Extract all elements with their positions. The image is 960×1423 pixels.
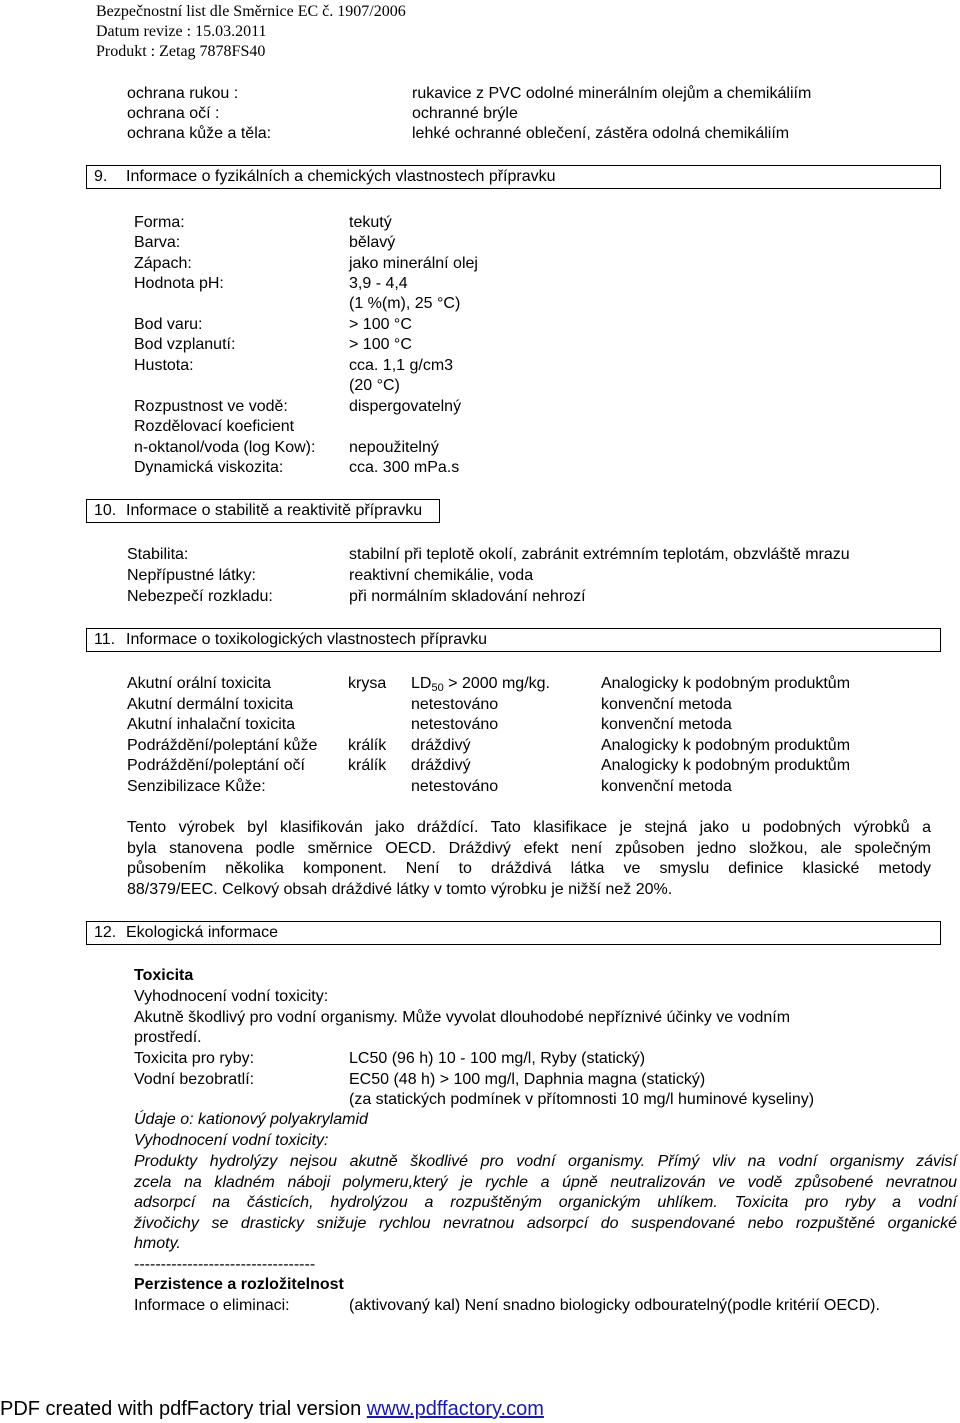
stability-label: Nepřípustné látky: <box>127 567 256 584</box>
toxicity-heading: Toxicita <box>134 967 194 984</box>
tox-result: dráždivý <box>411 737 471 754</box>
revision-date: Datum revize : 15.03.2011 <box>96 23 267 40</box>
stability-label: Nebezpečí rozkladu: <box>127 588 273 605</box>
tox-test: Akutní inhalační toxicita <box>127 716 296 733</box>
paragraph-line: adsorpcí na částicích, hydrolýzou a rozpuštěným organickým uhlíkem. Toxicita pro ryby a vodní <box>134 1194 957 1211</box>
section-10-heading <box>86 499 440 523</box>
property-value: > 100 °C <box>349 316 412 333</box>
paragraph-line: Tento výrobek byl klasifikován jako dráždící. Tato klasifikace je stejná jako u podobných výrobků a <box>127 819 931 836</box>
aquatic-text-line: Akutně škodlivý pro vodní organismy. Může vyvolat dlouhodobé nepříznivé účinky ve vodním <box>134 1009 791 1026</box>
property-value: cca. 1,1 g/cm3 <box>349 357 454 374</box>
stability-value: při normálním skladování nehrozí <box>349 588 586 605</box>
protection-label: ochrana očí : <box>127 105 220 122</box>
tox-result <box>411 674 550 694</box>
protection-label: ochrana kůže a těla: <box>127 125 272 142</box>
document-title: Bezpečnostní list dle Směrnice EC č. 1907/2006 <box>96 3 406 20</box>
section-12-heading <box>86 921 941 945</box>
stability-value: stabilní při teplotě okolí, zabránit extrémním teplotám, obzvláště mrazu <box>349 546 850 563</box>
paragraph-line: byla stanovena podle směrnice OECD. Dráždivý efekt není způsoben jedno složkou, ale společným <box>127 839 931 857</box>
footer-text: PDF created with pdfFactory trial version <box>0 1398 367 1420</box>
tox-result: netestováno <box>411 716 499 733</box>
property-label: Barva: <box>134 234 181 251</box>
paragraph-line: 88/379/EEC. Celkový obsah dráždivé látky v tomto výrobku je nižší než 20%. <box>127 880 673 898</box>
pdffactory-link[interactable]: www.pdffactory.com <box>366 1398 544 1420</box>
tox-test: Akutní orální toxicita <box>127 675 272 692</box>
protection-label: ochrana rukou : <box>127 85 239 102</box>
tox-method: Analogicky k podobným produktům <box>601 737 851 754</box>
tox-species: králík <box>348 737 387 754</box>
property-label: Zápach: <box>134 255 192 272</box>
protection-value: ochranné brýle <box>412 105 518 122</box>
product-name: Produkt : Zetag 7878FS40 <box>96 43 266 60</box>
section-title: Informace o fyzikálních a chemických vlastnostech přípravku <box>126 168 556 185</box>
cationic-eval-label: Vyhodnocení vodní toxicity: <box>134 1132 329 1149</box>
stability-value: reaktivní chemikálie, voda <box>349 567 534 584</box>
fish-toxicity-label: Toxicita pro ryby: <box>134 1050 255 1067</box>
property-value: dispergovatelný <box>349 398 462 415</box>
invertebrate-note: (za statických podmínek v přítomnosti 10 mg/l huminové kyseliny) <box>349 1091 815 1108</box>
property-value: 3,9 - 4,4 <box>349 275 408 292</box>
paragraph-line: působením několika komponent. Není to dráždivá látka ve smyslu definice klasické metody <box>127 860 931 877</box>
section-number: 11. <box>94 631 116 648</box>
property-label: n-oktanol/voda (log Kow): <box>134 439 316 456</box>
property-value: bělavý <box>349 234 396 251</box>
elimination-label: Informace o eliminaci: <box>134 1297 290 1314</box>
protection-value: lehké ochranné oblečení, zástěra odolná chemikáliím <box>412 125 790 142</box>
tox-result-text: LD <box>411 675 432 692</box>
tox-test: Senzibilizace Kůže: <box>127 778 266 795</box>
tox-result-text: > 2000 mg/kg. <box>443 675 550 692</box>
section-11-heading <box>86 628 941 652</box>
section-9-heading <box>86 165 941 189</box>
invertebrate-label: Vodní bezobratlí: <box>134 1071 255 1088</box>
property-value: tekutý <box>349 214 392 231</box>
property-value: nepoužitelný <box>349 439 439 456</box>
property-label: Hustota: <box>134 357 194 374</box>
tox-result-subscript: 50 <box>431 682 444 694</box>
invertebrate-value: EC50 (48 h) > 100 mg/l, Daphnia magna (statický) <box>349 1071 706 1088</box>
tox-result: netestováno <box>411 778 499 795</box>
classification-paragraph <box>127 818 931 900</box>
property-value: > 100 °C <box>349 336 412 353</box>
property-label: Forma: <box>134 214 185 231</box>
tox-test: Podráždění/poleptání kůže <box>127 737 318 754</box>
property-label: Rozpustnost ve vodě: <box>134 398 288 415</box>
cationic-heading: Údaje o: kationový polyakrylamid <box>134 1111 368 1128</box>
elimination-value: (aktivovaný kal) Není snadno biologicky odbouratelný(podle kritérií OECD). <box>349 1297 880 1314</box>
section-title: Informace o stabilitě a reaktivitě přípravku <box>126 502 423 519</box>
paragraph-line: Produkty hydrolýzy nejsou akutně škodlivé pro vodní organismy. Přímý vliv na vodní organismy závisí <box>134 1153 957 1170</box>
cationic-paragraph <box>134 1152 957 1255</box>
fish-toxicity-value: LC50 (96 h) 10 - 100 mg/l, Ryby (statický) <box>349 1050 646 1067</box>
section-number: 12. <box>94 924 117 941</box>
tox-species: krysa <box>348 675 387 692</box>
section-number: 10. <box>94 502 117 519</box>
section-number: 9. <box>94 168 108 185</box>
protection-value: rukavice z PVC odolné minerálním olejům a chemikáliím <box>412 85 812 102</box>
tox-test: Podráždění/poleptání očí <box>127 757 305 774</box>
aquatic-text-line: prostředí. <box>134 1029 202 1046</box>
property-label: Bod varu: <box>134 316 203 333</box>
property-value: cca. 300 mPa.s <box>349 459 460 476</box>
aquatic-eval-label: Vyhodnocení vodní toxicity: <box>134 988 329 1005</box>
tox-method: konvenční metoda <box>601 696 732 713</box>
paragraph-line: živočichy se drasticky snižuje rychlou nevratnou adsorpcí do suspendované nebo rozpuštěné organické <box>134 1214 957 1232</box>
paragraph-line: hmoty. <box>134 1235 181 1252</box>
property-value: (20 °C) <box>349 377 400 394</box>
tox-method: Analogicky k podobným produktům <box>601 757 851 774</box>
tox-result: dráždivý <box>411 757 471 774</box>
persistence-heading: Perzistence a rozložitelnost <box>134 1276 344 1293</box>
pdf-footer <box>0 1397 544 1421</box>
property-value: jako minerální olej <box>349 255 478 272</box>
property-label: Hodnota pH: <box>134 275 224 292</box>
property-label: Rozdělovací koeficient <box>134 418 295 435</box>
property-label: Bod vzplanutí: <box>134 336 236 353</box>
section-title: Ekologická informace <box>126 924 279 941</box>
tox-species: králík <box>348 757 387 774</box>
tox-method: konvenční metoda <box>601 716 732 733</box>
tox-method: Analogicky k podobným produktům <box>601 675 851 692</box>
property-label: Dynamická viskozita: <box>134 459 284 476</box>
paragraph-line: zcela na kladném náboji polymeru,který je rychle a úpně neutralizován ve vodě způsobené nevratnou <box>134 1173 957 1191</box>
property-value: (1 %(m), 25 °C) <box>349 295 461 312</box>
stability-label: Stabilita: <box>127 546 189 563</box>
tox-method: konvenční metoda <box>601 778 732 795</box>
tox-test: Akutní dermální toxicita <box>127 696 294 713</box>
tox-result: netestováno <box>411 696 499 713</box>
section-title: Informace o toxikologických vlastnostech přípravku <box>126 631 488 648</box>
divider-dashes: ---------------------------------- <box>134 1256 316 1273</box>
